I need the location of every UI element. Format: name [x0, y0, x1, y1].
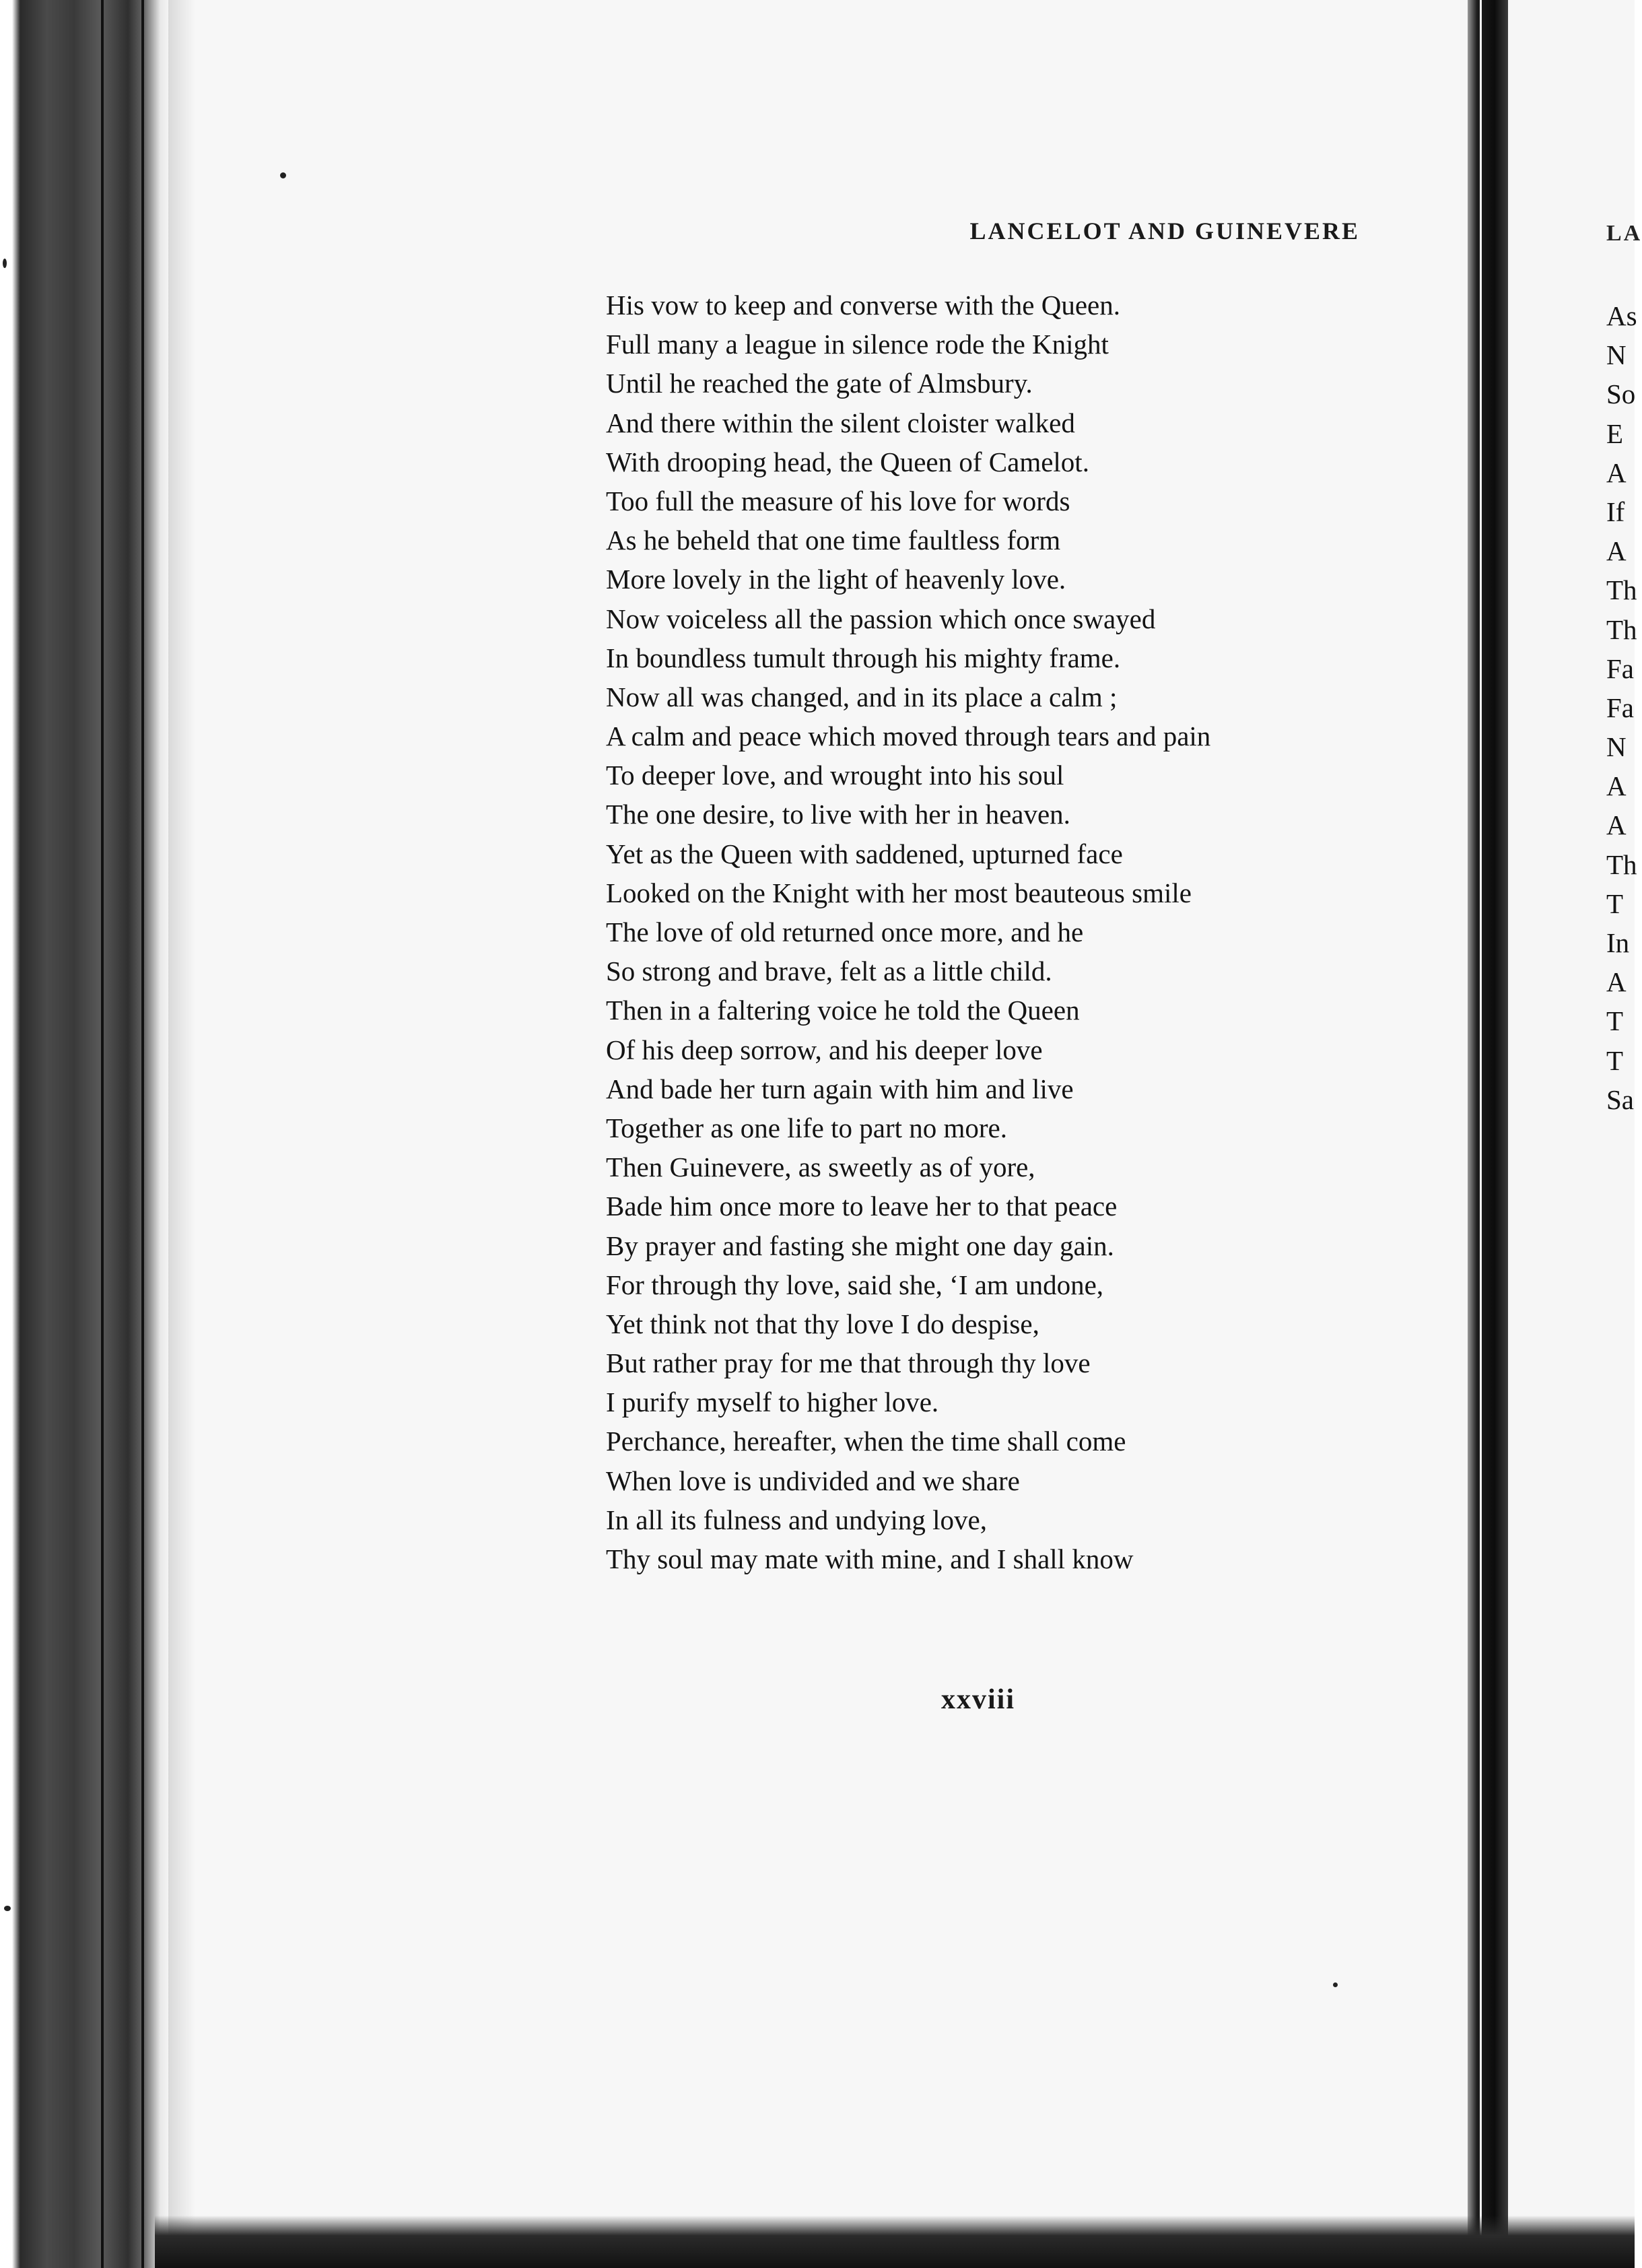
poem-line: The one desire, to live with her in heaven.	[606, 799, 1070, 830]
poem-line: With drooping head, the Queen of Camelot.	[606, 446, 1089, 477]
next-page-line-fragment: Fa	[1606, 692, 1634, 723]
scan-speck	[3, 259, 7, 268]
poem-line: Then Guinevere, as sweetly as of yore,	[606, 1152, 1035, 1183]
next-page-line-fragment: T	[1606, 888, 1624, 919]
gutter-highlight	[1480, 0, 1482, 2268]
poem-line: Now voiceless all the passion which once swayed	[606, 603, 1156, 634]
next-page-line-fragment: Th	[1606, 848, 1637, 880]
next-page-line-fragment: A	[1606, 535, 1627, 567]
page-edge-line	[141, 0, 144, 2268]
poem-line: By prayer and fasting she might one day gain.	[606, 1230, 1114, 1261]
next-page-line-fragment: A	[1606, 770, 1627, 802]
poem-line: But rather pray for me that through thy love	[606, 1347, 1091, 1379]
poem-line: Then in a faltering voice he told the Queen	[606, 995, 1080, 1026]
next-page-line-fragment: Sa	[1606, 1083, 1634, 1115]
poem-line: And bade her turn again with him and live	[606, 1073, 1074, 1104]
scan-speck	[1333, 1982, 1338, 1987]
next-page-line-fragment: A	[1606, 809, 1627, 841]
poem-line: And there within the silent cloister walked	[606, 407, 1075, 438]
poem-line: Of his deep sorrow, and his deeper love	[606, 1034, 1043, 1065]
poem-line: Yet think not that thy love I do despise,	[606, 1308, 1039, 1339]
poem-line: For through thy love, said she, ‘I am undone,	[606, 1269, 1104, 1300]
poem-line: The love of old returned once more, and he	[606, 916, 1084, 947]
poem-line: More lovely in the light of heavenly love.	[606, 564, 1066, 595]
page-edge-line	[101, 0, 104, 2268]
poem-line: His vow to keep and converse with the Queen.	[606, 290, 1120, 321]
next-page-line-fragment: N	[1606, 731, 1627, 763]
poem-line: A calm and peace which moved through tears and pain	[606, 721, 1211, 752]
poem-line: Perchance, hereafter, when the time shall come	[606, 1426, 1126, 1457]
poem-line: As he beheld that one time faultless form	[606, 525, 1061, 556]
book-gutter	[1468, 0, 1508, 2268]
poem-line: In all its fulness and undying love,	[606, 1504, 987, 1535]
next-page-line-fragment: A	[1606, 457, 1627, 488]
next-page-line-fragment: E	[1606, 418, 1624, 449]
scan-speck	[4, 1906, 11, 1911]
poem-line: To deeper love, and wrought into his soul	[606, 760, 1064, 791]
next-page-line-fragment: Th	[1606, 574, 1637, 606]
poem-line: Too full the measure of his love for words	[606, 485, 1070, 516]
poem-line: Now all was changed, and in its place a calm ;	[606, 681, 1118, 712]
next-page-text	[1606, 296, 1637, 1119]
poem-line: Yet as the Queen with saddened, upturned face	[606, 838, 1123, 869]
next-page-line-fragment: Fa	[1606, 653, 1634, 684]
page-shadow	[168, 0, 195, 2268]
next-page-running-head: LA	[1606, 221, 1642, 246]
scan-speck	[280, 172, 286, 178]
poem-line: Full many a league in silence rode the Knight	[606, 329, 1109, 360]
poem-line: Looked on the Knight with her most beauteous smile	[606, 877, 1192, 908]
poem-text	[606, 286, 1367, 1578]
scan-bottom-edge	[155, 2215, 1635, 2268]
poem-line: Until he reached the gate of Almsbury.	[606, 368, 1033, 399]
next-page-line-fragment: Th	[1606, 613, 1637, 645]
poem-line: I purify myself to higher love.	[606, 1387, 939, 1418]
next-page-line-fragment: A	[1606, 966, 1627, 998]
poem-line: In boundless tumult through his mighty frame.	[606, 642, 1121, 673]
poem-line: Thy soul may mate with mine, and I shall know	[606, 1543, 1134, 1574]
poem-line: So strong and brave, felt as a little child.	[606, 956, 1052, 987]
next-page-line-fragment: So	[1606, 378, 1636, 410]
next-page-line-fragment: N	[1606, 339, 1627, 371]
next-page-line-fragment: T	[1606, 1044, 1624, 1076]
next-page-line-fragment: In	[1606, 927, 1630, 958]
next-page-line-fragment: If	[1606, 496, 1625, 527]
poem-line: Together as one life to part no more.	[606, 1112, 1007, 1143]
poem-line: Bade him once more to leave her to that peace	[606, 1191, 1118, 1222]
next-page-line-fragment: As	[1606, 300, 1637, 331]
poem-line: When love is undivided and we share	[606, 1465, 1020, 1496]
running-head: LANCELOT AND GUINEVERE	[969, 218, 1360, 244]
next-page-line-fragment: T	[1606, 1005, 1624, 1037]
page-number: xxviii	[941, 1684, 1016, 1715]
